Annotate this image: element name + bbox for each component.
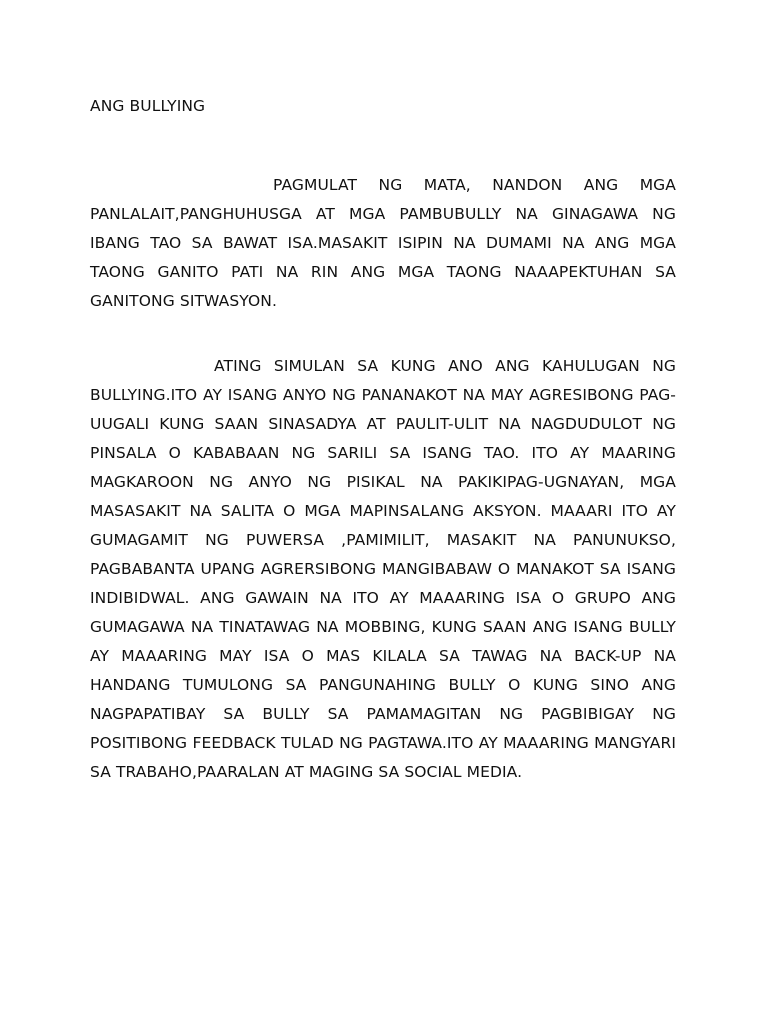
paragraph-1: PAGMULAT NG MATA, NANDON ANG MGA PANLALAIT,PANGHUHUSGA AT MGA PAMBUBULLY NA GINAGAWA NG IBANG TAO SA BAWAT ISA.MASAKIT ISIPIN NA DUMAMI NA ANG MGA TAONG GANITO PATI NA RIN ANG MGA TAONG NAAAPEKTUHAN SA GANITONG SITWASYON. <box>90 176 676 310</box>
paragraph-2: ATING SIMULAN SA KUNG ANO ANG KAHULUGAN NG BULLYING.ITO AY ISANG ANYO NG PANANAKOT NA MAY AGRESIBONG PAG-UUGALI KUNG SAAN SINASADYA AT PAULIT-ULIT NA NAGDUDULOT NG PINSALA O KABABAAN NG SARILI SA ISANG TAO. ITO AY MAARING MAGKAROON NG ANYO NG PISIKAL NA PAKIKIPAG-UGNAYAN, MGA MASASAKIT NA SALITA O MGA MAPINSALANG AKSYON. MAAARI ITO AY GUMAGAMIT NG PUWERSA ,PAMIMILIT, MASAKIT NA PANUNUKSO, PAGBABANTA UPANG AGRERSIBONG MANGIBABAW O MANAKOT SA ISANG INDIBIDWAL. ANG GAWAIN NA ITO AY MAAARING ISA O GRUPO ANG GUMAGAWA NA TINATAWAG NA MOBBING, KUNG SAAN ANG ISANG BULLY AY MAAARING MAY ISA O MAS KILALA SA TAWAG NA BACK-UP NA HANDANG TUMULONG SA PANGUNAHING BULLY O KUNG SINO ANG NAGPAPATIBAY SA BULLY SA PAMAMAGITAN NG PAGBIBIGAY NG POSITIBONG FEEDBACK TULAD NG PAGTAWA.ITO AY MAAARING MANGYARI SA TRABAHO,PAARALAN AT MAGING SA SOCIAL MEDIA. <box>90 357 676 781</box>
document-title: ANG BULLYING <box>90 97 206 115</box>
